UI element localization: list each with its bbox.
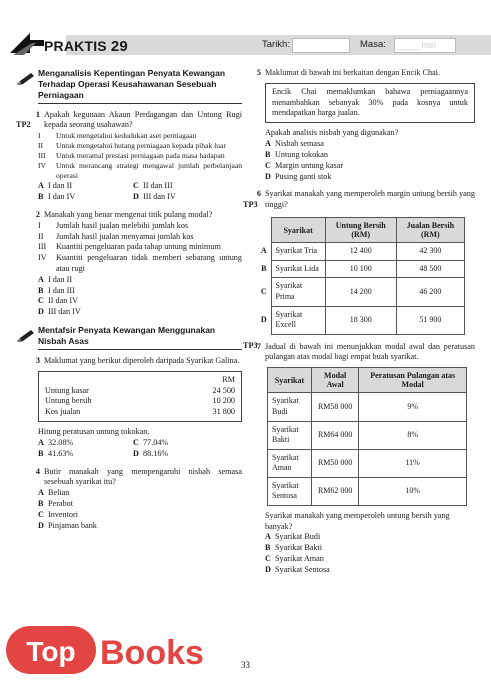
answer-option[interactable]: B Perabot (38, 498, 74, 508)
table-row[interactable]: B Syarikat Lida 10 100 48 500 (257, 260, 465, 278)
answer-option[interactable]: A Belian (38, 488, 70, 498)
question-prompt: Hitung peratusan untung tokokan. (38, 427, 150, 437)
practice-label: PRAKTIS (44, 38, 107, 54)
question-number: 1 (35, 109, 40, 119)
answer-option[interactable]: C II dan IV (38, 296, 79, 306)
statement-item: II Untuk mengetahui hutang perniagaan kepada pihak luar (38, 141, 226, 151)
answer-option[interactable]: D Pinjaman bank (38, 520, 97, 530)
section-heading (16, 68, 242, 104)
question-stem: Manakah yang benar mengenai titik pulang modal? (44, 209, 213, 219)
table-row: Syarikat Budi RM58 000 9% (268, 393, 467, 421)
date-field[interactable] (292, 38, 350, 53)
answer-option[interactable]: C 77.04% (133, 437, 169, 447)
answer-option[interactable]: B Untung tokokan (265, 149, 328, 159)
table-row: Kos jualan 31 800 (45, 407, 235, 417)
answer-option[interactable]: B Syarikat Bakti (265, 543, 323, 553)
answer-option[interactable]: D Syarikat Sentosa (265, 564, 330, 574)
answer-option[interactable]: D 88.16% (133, 448, 169, 458)
question-number: 2 (35, 209, 40, 219)
section-heading (16, 325, 242, 350)
answer-option[interactable]: A 32.08% (38, 437, 74, 447)
practice-number: 29 (110, 38, 128, 55)
column-header: Peratusan Pulangan atas Modal (359, 368, 467, 393)
question-stem: Maklumat di bawah ini berkaitan dengan Encik Chai. (265, 68, 441, 77)
statement-item: I Jumlah hasil jualan melebihi jumlah kos (38, 220, 189, 230)
profit-table (257, 217, 465, 335)
answer-option[interactable]: C Margin untung kasar (265, 160, 344, 170)
pencil-icon (16, 72, 36, 86)
practice-title (44, 37, 128, 57)
page-number: 33 (241, 660, 250, 670)
svg-text:Top: Top (26, 636, 76, 667)
question-number: 7 (256, 341, 261, 351)
topbooks-logo (4, 620, 234, 680)
table-row: Syarikat Aman RM50 000 11% (268, 449, 467, 477)
statement-item: III Kuantiti pengeluaran pada tahap untung minimum (38, 242, 221, 252)
question-4 (16, 467, 242, 532)
table-row[interactable]: D Syarikat Excell 18 300 51 900 (257, 306, 465, 334)
question-5 (251, 68, 475, 182)
table-row[interactable]: C Syarikat Prima 14 200 46 200 (257, 278, 465, 306)
column-header: Syarikat (271, 217, 325, 242)
question-number: 3 (35, 355, 40, 365)
answer-option[interactable]: D Pusing ganti stok (265, 171, 332, 181)
answer-option[interactable]: A Nisbah semasa (265, 139, 324, 149)
financial-info-box (38, 371, 242, 422)
column-header: Jualan Bersih (RM) (396, 217, 464, 242)
question-7 (243, 341, 475, 576)
question-stem: Jadual di bawah ini menunjukkan modal awal dan peratusan pulangan atas modal bagi empat buah syarikat. (265, 341, 475, 362)
table-row: Untung kasar 24 500 (45, 385, 235, 395)
column-header: Untung Bersih (RM) (325, 217, 396, 242)
question-prompt: Syarikat manakah yang memperoleh untung bersih yang banyak? (265, 510, 450, 531)
statement-item: IV Kuantiti pengeluaran tidak memberi sebarang untung atau rugi (38, 253, 242, 273)
question-2 (16, 210, 242, 318)
question-stem: Butir manakah yang mempengaruhi nisbah semasa sesebuah syarikat itu? (44, 466, 242, 487)
right-column (243, 68, 475, 583)
question-stem: Apakah kegunaan Akaun Perdagangan dan Untung Rugi kepada seorang usahawan? (44, 109, 242, 130)
answer-option[interactable]: C Inventori (38, 509, 79, 519)
answer-option[interactable]: B 41.63% (38, 448, 74, 458)
table-row: Untung bersih 10 200 (45, 396, 235, 406)
tp-code: TP3 (243, 341, 258, 351)
question-stem: Syarikat manakah yang memperoleh margin untung bersih yang tinggi? (265, 189, 475, 210)
tp-code: TP2 (16, 120, 31, 130)
answer-option[interactable]: A Syarikat Budi (265, 532, 321, 542)
page-header (0, 30, 491, 60)
time-label: Masa: (360, 39, 386, 50)
left-column (16, 68, 242, 538)
time-watermark: ____ min (399, 40, 437, 50)
answer-option[interactable]: B I dan III (38, 285, 75, 295)
table-row: Syarikat Bakti RM64 000 8% (268, 421, 467, 449)
date-label: Tarikh: (262, 39, 290, 50)
table-row: Syarikat Sentosa RM62 000 10% (268, 477, 467, 505)
answer-option[interactable]: D III dan IV (133, 192, 176, 202)
statement-item: IV Untuk merancang strategi mengawal jumlah perbelanjaan operasi (38, 161, 242, 181)
statement-item: I Untuk mengetahui kedudukan aset perniagaan (38, 131, 197, 141)
question-3 (16, 356, 242, 460)
answer-option[interactable]: D III dan IV (38, 307, 81, 317)
statement-item: III Untuk meramal prestasi perniagaan pada masa hadapan (38, 151, 225, 161)
question-stem: Maklumat yang berikut diperoleh daripada Syarikat Galina. (44, 355, 240, 365)
section-title: Mentafsir Penyata Kewangan Menggunakan Nisbah Asas (38, 325, 242, 350)
answer-option[interactable]: A I dan II (38, 181, 73, 191)
table-row[interactable]: A Syarikat Tria 12 400 42 300 (257, 243, 465, 261)
statement-item: II Jumlah hasil jualan menyamai jumlah kos (38, 231, 194, 241)
answer-option[interactable]: B I dan IV (38, 192, 76, 202)
arrow-icon (10, 31, 44, 57)
column-header: Modal Awal (312, 368, 359, 393)
section-title: Menganalisis Kepentingan Penyata Kewangan Terhadap Operasi Keusahawanan Sesebuah Perniagaan (38, 68, 242, 104)
question-number: 4 (35, 466, 40, 476)
time-field[interactable] (394, 38, 456, 53)
answer-option[interactable]: C II dan III (133, 181, 173, 191)
tp-code: TP3 (243, 200, 258, 210)
column-header: Syarikat (268, 368, 312, 393)
question-prompt: Apakah analisis nisbah yang digunakan? (265, 128, 399, 138)
answer-option[interactable]: A I dan II (38, 274, 73, 284)
answer-option[interactable]: C Syarikat Aman (265, 554, 324, 564)
currency-unit: RM (222, 374, 235, 384)
info-box: Encik Chai memaklumkan bahawa perniagaannya menambahkan sebanyak 30% pada kosnya untuk mendapatkan harga jualan. (265, 83, 475, 123)
question-number: 5 (256, 68, 261, 77)
question-1 (16, 110, 242, 203)
svg-text:Books: Books (100, 634, 204, 672)
pencil-icon (16, 329, 36, 343)
return-table (267, 367, 467, 506)
question-number: 6 (256, 189, 261, 199)
question-6 (243, 189, 475, 334)
